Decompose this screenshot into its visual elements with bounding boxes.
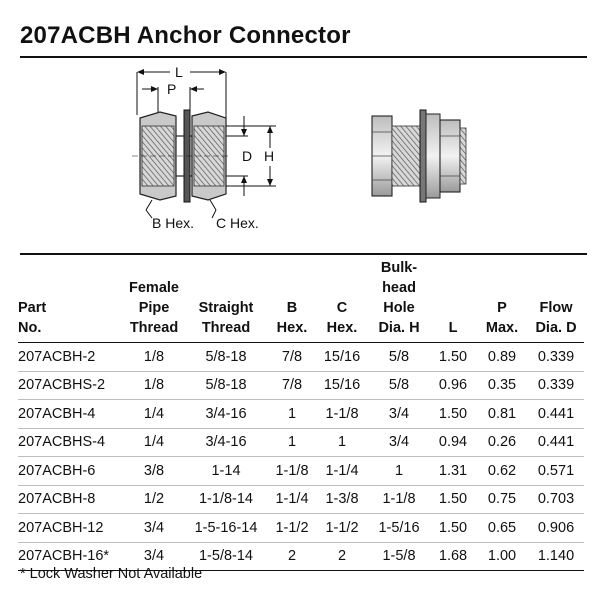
- dim-h-label: H: [264, 148, 275, 164]
- cell-flow-dia: 0.339: [528, 343, 584, 372]
- cell-straight-thread: 1-14: [184, 457, 268, 486]
- table-row: [18, 343, 584, 372]
- cell-female-pipe-thread: 1/4: [124, 400, 184, 429]
- table-top-rule: [20, 253, 587, 255]
- cell-c-hex: 1: [316, 428, 368, 457]
- cell-straight-thread: 3/4-16: [184, 400, 268, 429]
- cell-l: 0.94: [430, 428, 476, 457]
- cell-l: 1.68: [430, 542, 476, 571]
- cell-c-hex: 1-3/8: [316, 485, 368, 514]
- cell-part-no: 207ACBHS-2: [18, 371, 124, 400]
- header-b-hex: B Hex.: [268, 258, 316, 343]
- cell-p-max: 0.89: [476, 343, 528, 372]
- cell-straight-thread: 5/8-18: [184, 371, 268, 400]
- cell-b-hex: 1: [268, 400, 316, 429]
- cell-b-hex: 1-1/8: [268, 457, 316, 486]
- header-c-hex: C Hex.: [316, 258, 368, 343]
- cell-straight-thread: 3/4-16: [184, 428, 268, 457]
- header-flow-dia: Flow Dia. D: [528, 258, 584, 343]
- cell-b-hex: 7/8: [268, 371, 316, 400]
- cell-straight-thread: 5/8-18: [184, 343, 268, 372]
- cell-p-max: 0.62: [476, 457, 528, 486]
- cell-p-max: 0.75: [476, 485, 528, 514]
- c-hex-label: C Hex.: [216, 215, 259, 231]
- cell-female-pipe-thread: 1/4: [124, 428, 184, 457]
- cell-part-no: 207ACBH-8: [18, 485, 124, 514]
- cell-flow-dia: 0.906: [528, 514, 584, 543]
- cell-l: 1.50: [430, 514, 476, 543]
- cell-part-no: 207ACBH-6: [18, 457, 124, 486]
- cell-flow-dia: 0.339: [528, 371, 584, 400]
- cell-part-no: 207ACBH-4: [18, 400, 124, 429]
- table-row: [18, 485, 584, 514]
- cell-b-hex: 1: [268, 428, 316, 457]
- cell-p-max: 0.26: [476, 428, 528, 457]
- cell-part-no: 207ACBHS-4: [18, 428, 124, 457]
- cell-flow-dia: 0.441: [528, 400, 584, 429]
- cell-female-pipe-thread: 1/8: [124, 371, 184, 400]
- header-p-max: P Max.: [476, 258, 528, 343]
- header-bulkhead-hole-dia: Bulk- head Hole Dia. H: [368, 258, 430, 343]
- cell-bulkhead-hole-dia: 1-1/8: [368, 485, 430, 514]
- cell-c-hex: 2: [316, 542, 368, 571]
- cell-l: 1.50: [430, 343, 476, 372]
- table-row: [18, 400, 584, 429]
- b-hex-label: B Hex.: [152, 215, 195, 231]
- header-part-no: Part No.: [18, 258, 124, 343]
- cell-b-hex: 2: [268, 542, 316, 571]
- cell-b-hex: 7/8: [268, 343, 316, 372]
- cell-flow-dia: 0.441: [528, 428, 584, 457]
- cell-flow-dia: 0.703: [528, 485, 584, 514]
- cell-bulkhead-hole-dia: 1: [368, 457, 430, 486]
- cell-female-pipe-thread: 1/2: [124, 485, 184, 514]
- cell-bulkhead-hole-dia: 5/8: [368, 371, 430, 400]
- footnote: * Lock Washer Not Available: [20, 566, 203, 582]
- page-title: 207ACBH Anchor Connector: [20, 22, 351, 49]
- section-view: [132, 64, 276, 231]
- cell-straight-thread: 1-5-16-14: [184, 514, 268, 543]
- dim-l-label: L: [175, 64, 183, 80]
- cell-flow-dia: 0.571: [528, 457, 584, 486]
- cell-straight-thread: 1-5/8-14: [184, 542, 268, 571]
- cell-bulkhead-hole-dia: 5/8: [368, 343, 430, 372]
- cell-p-max: 0.65: [476, 514, 528, 543]
- cell-bulkhead-hole-dia: 3/4: [368, 428, 430, 457]
- connector-drawing: [0, 60, 600, 250]
- cell-c-hex: 1-1/4: [316, 457, 368, 486]
- cell-female-pipe-thread: 3/4: [124, 514, 184, 543]
- cell-part-no: 207ACBH-12: [18, 514, 124, 543]
- cell-c-hex: 1-1/8: [316, 400, 368, 429]
- cell-female-pipe-thread: 1/8: [124, 343, 184, 372]
- dim-d-label: D: [242, 148, 253, 164]
- external-view: [372, 110, 466, 202]
- header-straight-thread: Straight Thread: [184, 258, 268, 343]
- cell-straight-thread: 1-1/8-14: [184, 485, 268, 514]
- cell-l: 1.31: [430, 457, 476, 486]
- cell-c-hex: 15/16: [316, 371, 368, 400]
- table-row: [18, 514, 584, 543]
- title-rule: [20, 56, 587, 58]
- cell-b-hex: 1-1/4: [268, 485, 316, 514]
- header-female-pipe-thread: Female Pipe Thread: [124, 258, 184, 343]
- cell-l: 1.50: [430, 485, 476, 514]
- table-row: [18, 371, 584, 400]
- dim-p-label: P: [167, 81, 177, 97]
- cell-part-no: 207ACBH-16*: [18, 542, 124, 571]
- cell-p-max: 1.00: [476, 542, 528, 571]
- spec-table: [18, 258, 584, 571]
- table-row: [18, 428, 584, 457]
- cell-flow-dia: 1.140: [528, 542, 584, 571]
- table-row: [18, 457, 584, 486]
- cell-b-hex: 1-1/2: [268, 514, 316, 543]
- cell-p-max: 0.35: [476, 371, 528, 400]
- header-l: L: [430, 258, 476, 343]
- header-row: [18, 258, 584, 343]
- cell-bulkhead-hole-dia: 1-5/16: [368, 514, 430, 543]
- cell-l: 1.50: [430, 400, 476, 429]
- cell-l: 0.96: [430, 371, 476, 400]
- cell-p-max: 0.81: [476, 400, 528, 429]
- cell-female-pipe-thread: 3/4: [124, 542, 184, 571]
- cell-bulkhead-hole-dia: 3/4: [368, 400, 430, 429]
- cell-c-hex: 1-1/2: [316, 514, 368, 543]
- cell-part-no: 207ACBH-2: [18, 343, 124, 372]
- cell-female-pipe-thread: 3/8: [124, 457, 184, 486]
- cell-c-hex: 15/16: [316, 343, 368, 372]
- cell-bulkhead-hole-dia: 1-5/8: [368, 542, 430, 571]
